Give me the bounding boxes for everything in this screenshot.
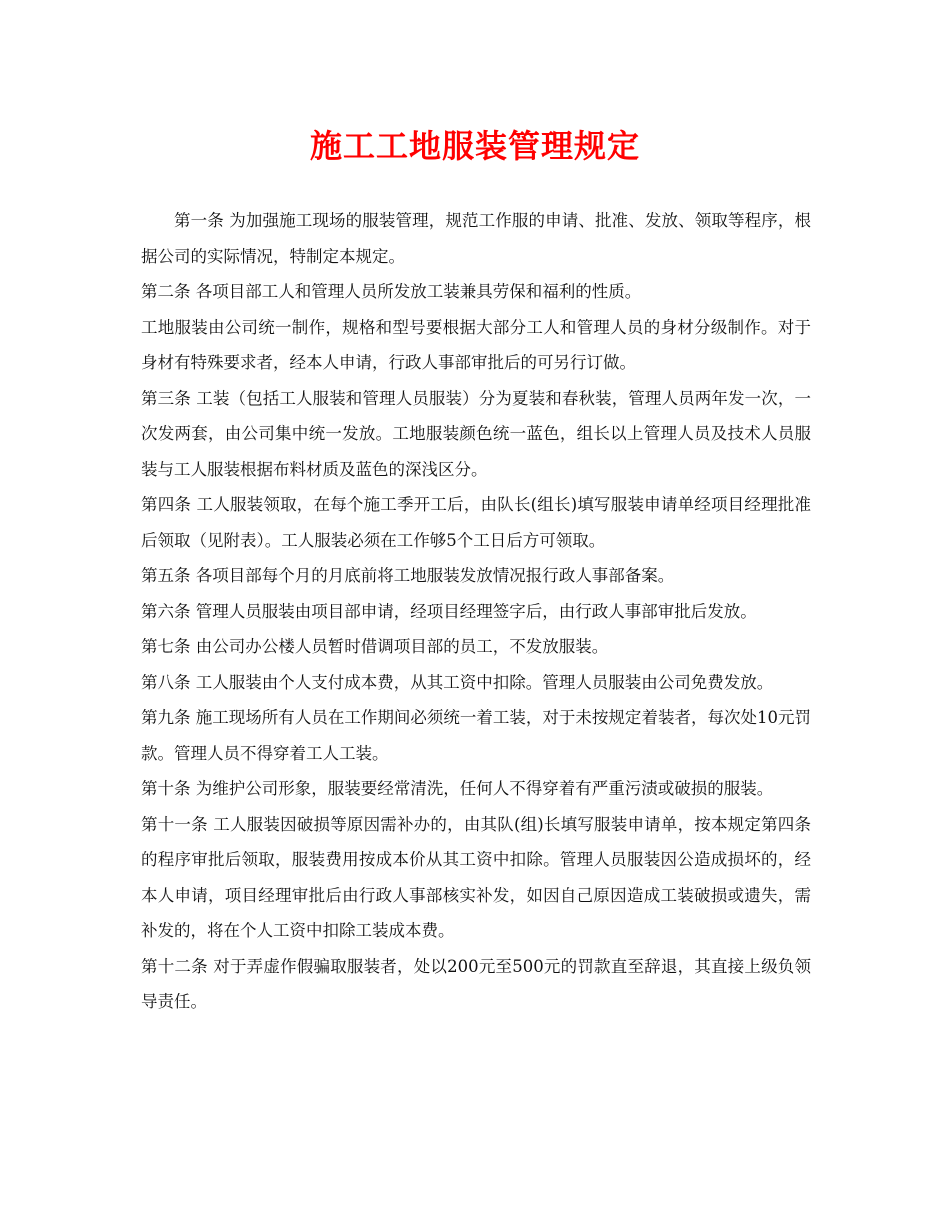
article-6: 第六条 管理人员服装由项目部申请，经项目经理签字后，由行政人事部审批后发放。 — [141, 601, 757, 621]
article-5: 第五条 各项目部每个月的月底前将工地服装发放情况报行政人事部备案。 — [141, 566, 675, 585]
article-8: 第八条 工人服装由个人支付成本费，从其工资中扣除。管理人员服装由公司免费发放。 — [141, 672, 774, 692]
article-4: 第四条 工人服装领取，在每个施工季开工后，由队长(组长)填写服装申请单经项目经理批准后领取（见附表）。工人服装必须在工作够5个工日后方可领取。 — [141, 495, 811, 550]
document-body — [141, 203, 811, 1020]
article-2-detail: 工地服装由公司统一制作，规格和型号要根据大部分工人和管理人员的身材分级制作。对于身材有特殊要求者，经本人申请，行政人事部审批后的可另行订做。 — [141, 317, 811, 372]
article-2: 第二条 各项目部工人和管理人员所发放工装兼具劳保和福利的性质。 — [141, 282, 642, 301]
article-3: 第三条 工装（包括工人服装和管理人员服装）分为夏装和春秋装，管理人员两年发一次，一次发两套，由公司集中统一发放。工地服装颜色统一蓝色，组长以上管理人员及技术人员服装与工人服装根据布料材质及蓝色的深浅区分。 — [141, 388, 811, 479]
article-1: 第一条 为加强施工现场的服装管理，规范工作服的申请、批准、发放、领取等程序，根据公司的实际情况，特制定本规定。 — [141, 211, 811, 266]
article-10: 第十条 为维护公司形象，服装要经常清洗，任何人不得穿着有严重污渍或破损的服装。 — [141, 779, 774, 798]
article-7: 第七条 由公司办公楼人员暂时借调项目部的员工，不发放服装。 — [141, 637, 609, 656]
article-11: 第十一条 工人服装因破损等原因需补办的，由其队(组)长填写服装申请单，按本规定第四条的程序审批后领取，服装费用按成本价从其工资中扣除。管理人员服装因公造成损坏的，经本人申请，项目经理审批后由行政人事部核实补发，如因自己原因造成工装破损或遗失，需补发的，将在个人工资中扣除工装成本费。 — [141, 814, 811, 940]
document-title: 施工工地服装管理规定 — [309, 127, 640, 165]
article-9: 第九条 施工现场所有人员在工作期间必须统一着工装，对于未按规定着装者，每次处10元罚款。管理人员不得穿着工人工装。 — [141, 708, 811, 763]
article-12: 第十二条 对于弄虚作假骗取服装者，处以200元至500元的罚款直至辞退，其直接上级负领导责任。 — [141, 956, 811, 1011]
